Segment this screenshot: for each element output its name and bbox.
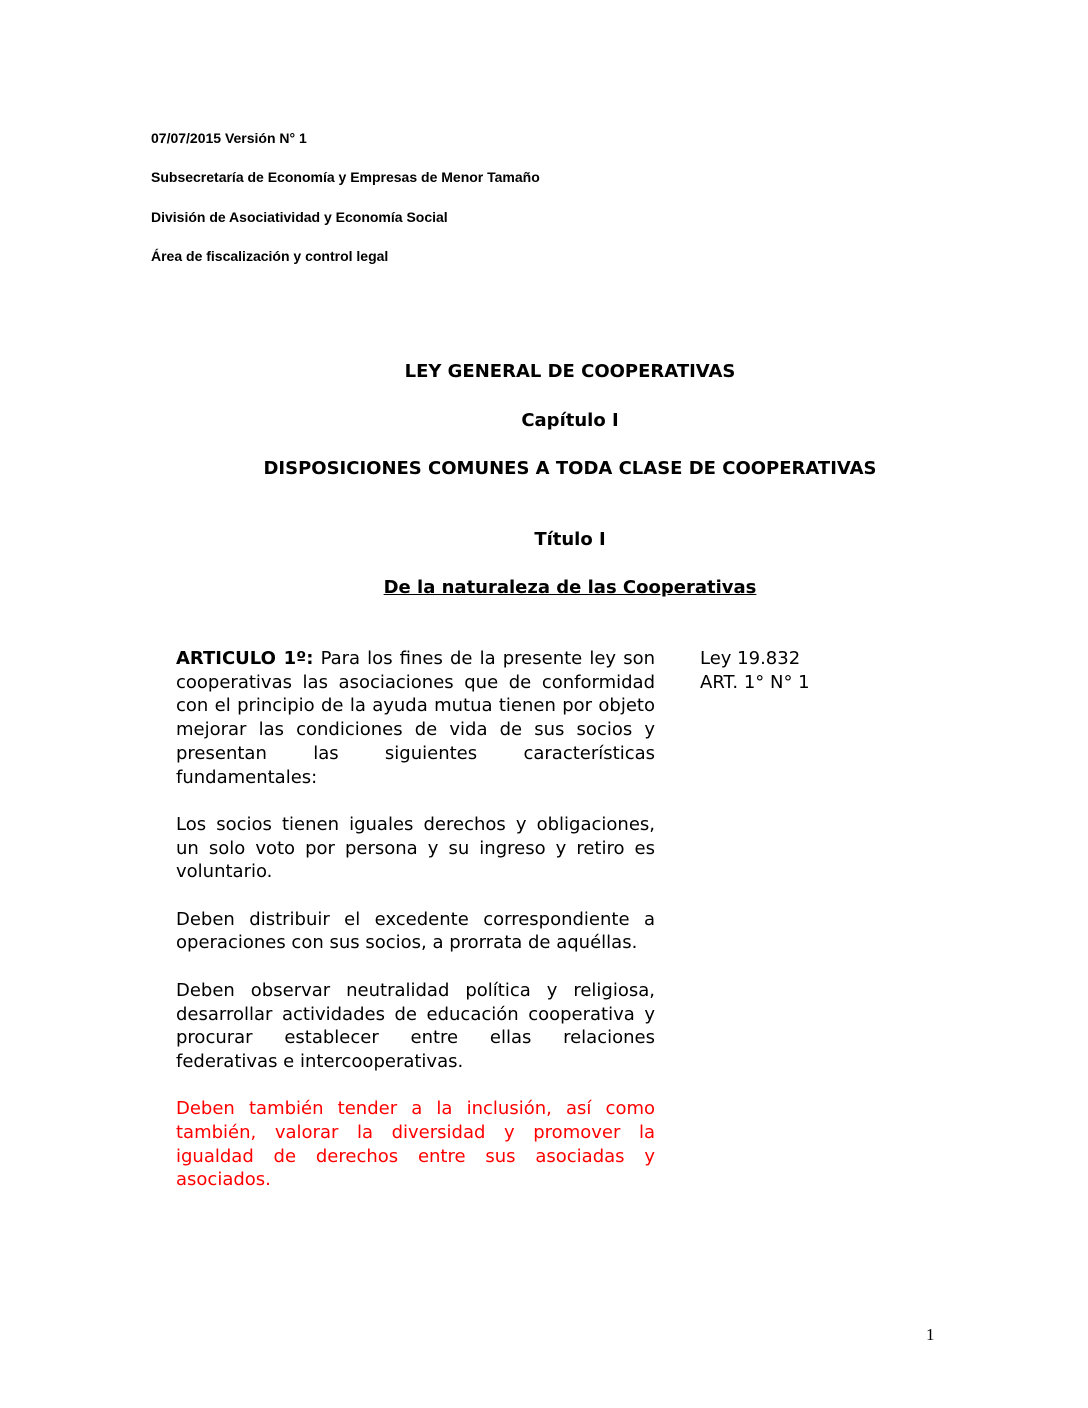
title-heading: Título I	[534, 529, 606, 550]
title-subtitle: De la naturaleza de las Cooperativas	[383, 577, 757, 598]
division-line: División de Asociatividad y Economía Social	[151, 209, 448, 225]
article-intro-text: Para los fines de la presente ley son cooperativas las asociaciones que de conformidad con el principio de la ayuda mutua tienen por objeto mejorar las condiciones de vida de sus socios y presentan las siguientes características fundamentales:	[176, 648, 655, 788]
law-title: LEY GENERAL DE COOPERATIVAS	[404, 361, 736, 382]
article-paragraph: Deben distribuir el excedente correspondiente a operaciones con sus socios, a prorrata de aquéllas.	[176, 908, 655, 954]
subsecretaria-line: Subsecretaría de Economía y Empresas de Menor Tamaño	[151, 169, 540, 185]
reference-article: ART. 1° N° 1	[700, 672, 810, 693]
article-paragraph: Los socios tienen iguales derechos y obligaciones, un solo voto por persona y su ingreso y retiro es voluntario.	[176, 813, 655, 883]
chapter-heading: Capítulo I	[521, 410, 619, 431]
legal-reference	[700, 647, 810, 695]
article-amendment-paragraph: Deben también tender a la inclusión, así como también, valorar la diversidad y promover la igualdad de derechos entre sus asociadas y asociados.	[176, 1098, 655, 1191]
article-label: ARTICULO 1º:	[176, 648, 314, 669]
version-line: 07/07/2015 Versión N° 1	[151, 130, 307, 146]
article-intro-paragraph	[176, 647, 655, 789]
article-paragraph: Deben observar neutralidad política y religiosa, desarrollar actividades de educación cooperativa y procurar establecer entre ellas relaciones federativas e intercooperativas.	[176, 979, 655, 1072]
chapter-subtitle: DISPOSICIONES COMUNES A TODA CLASE DE COOPERATIVAS	[263, 458, 877, 479]
article-1-body	[176, 647, 655, 1216]
reference-law: Ley 19.832	[700, 648, 801, 669]
page-number: 1	[926, 1325, 935, 1344]
area-line: Área de fiscalización y control legal	[151, 248, 389, 264]
